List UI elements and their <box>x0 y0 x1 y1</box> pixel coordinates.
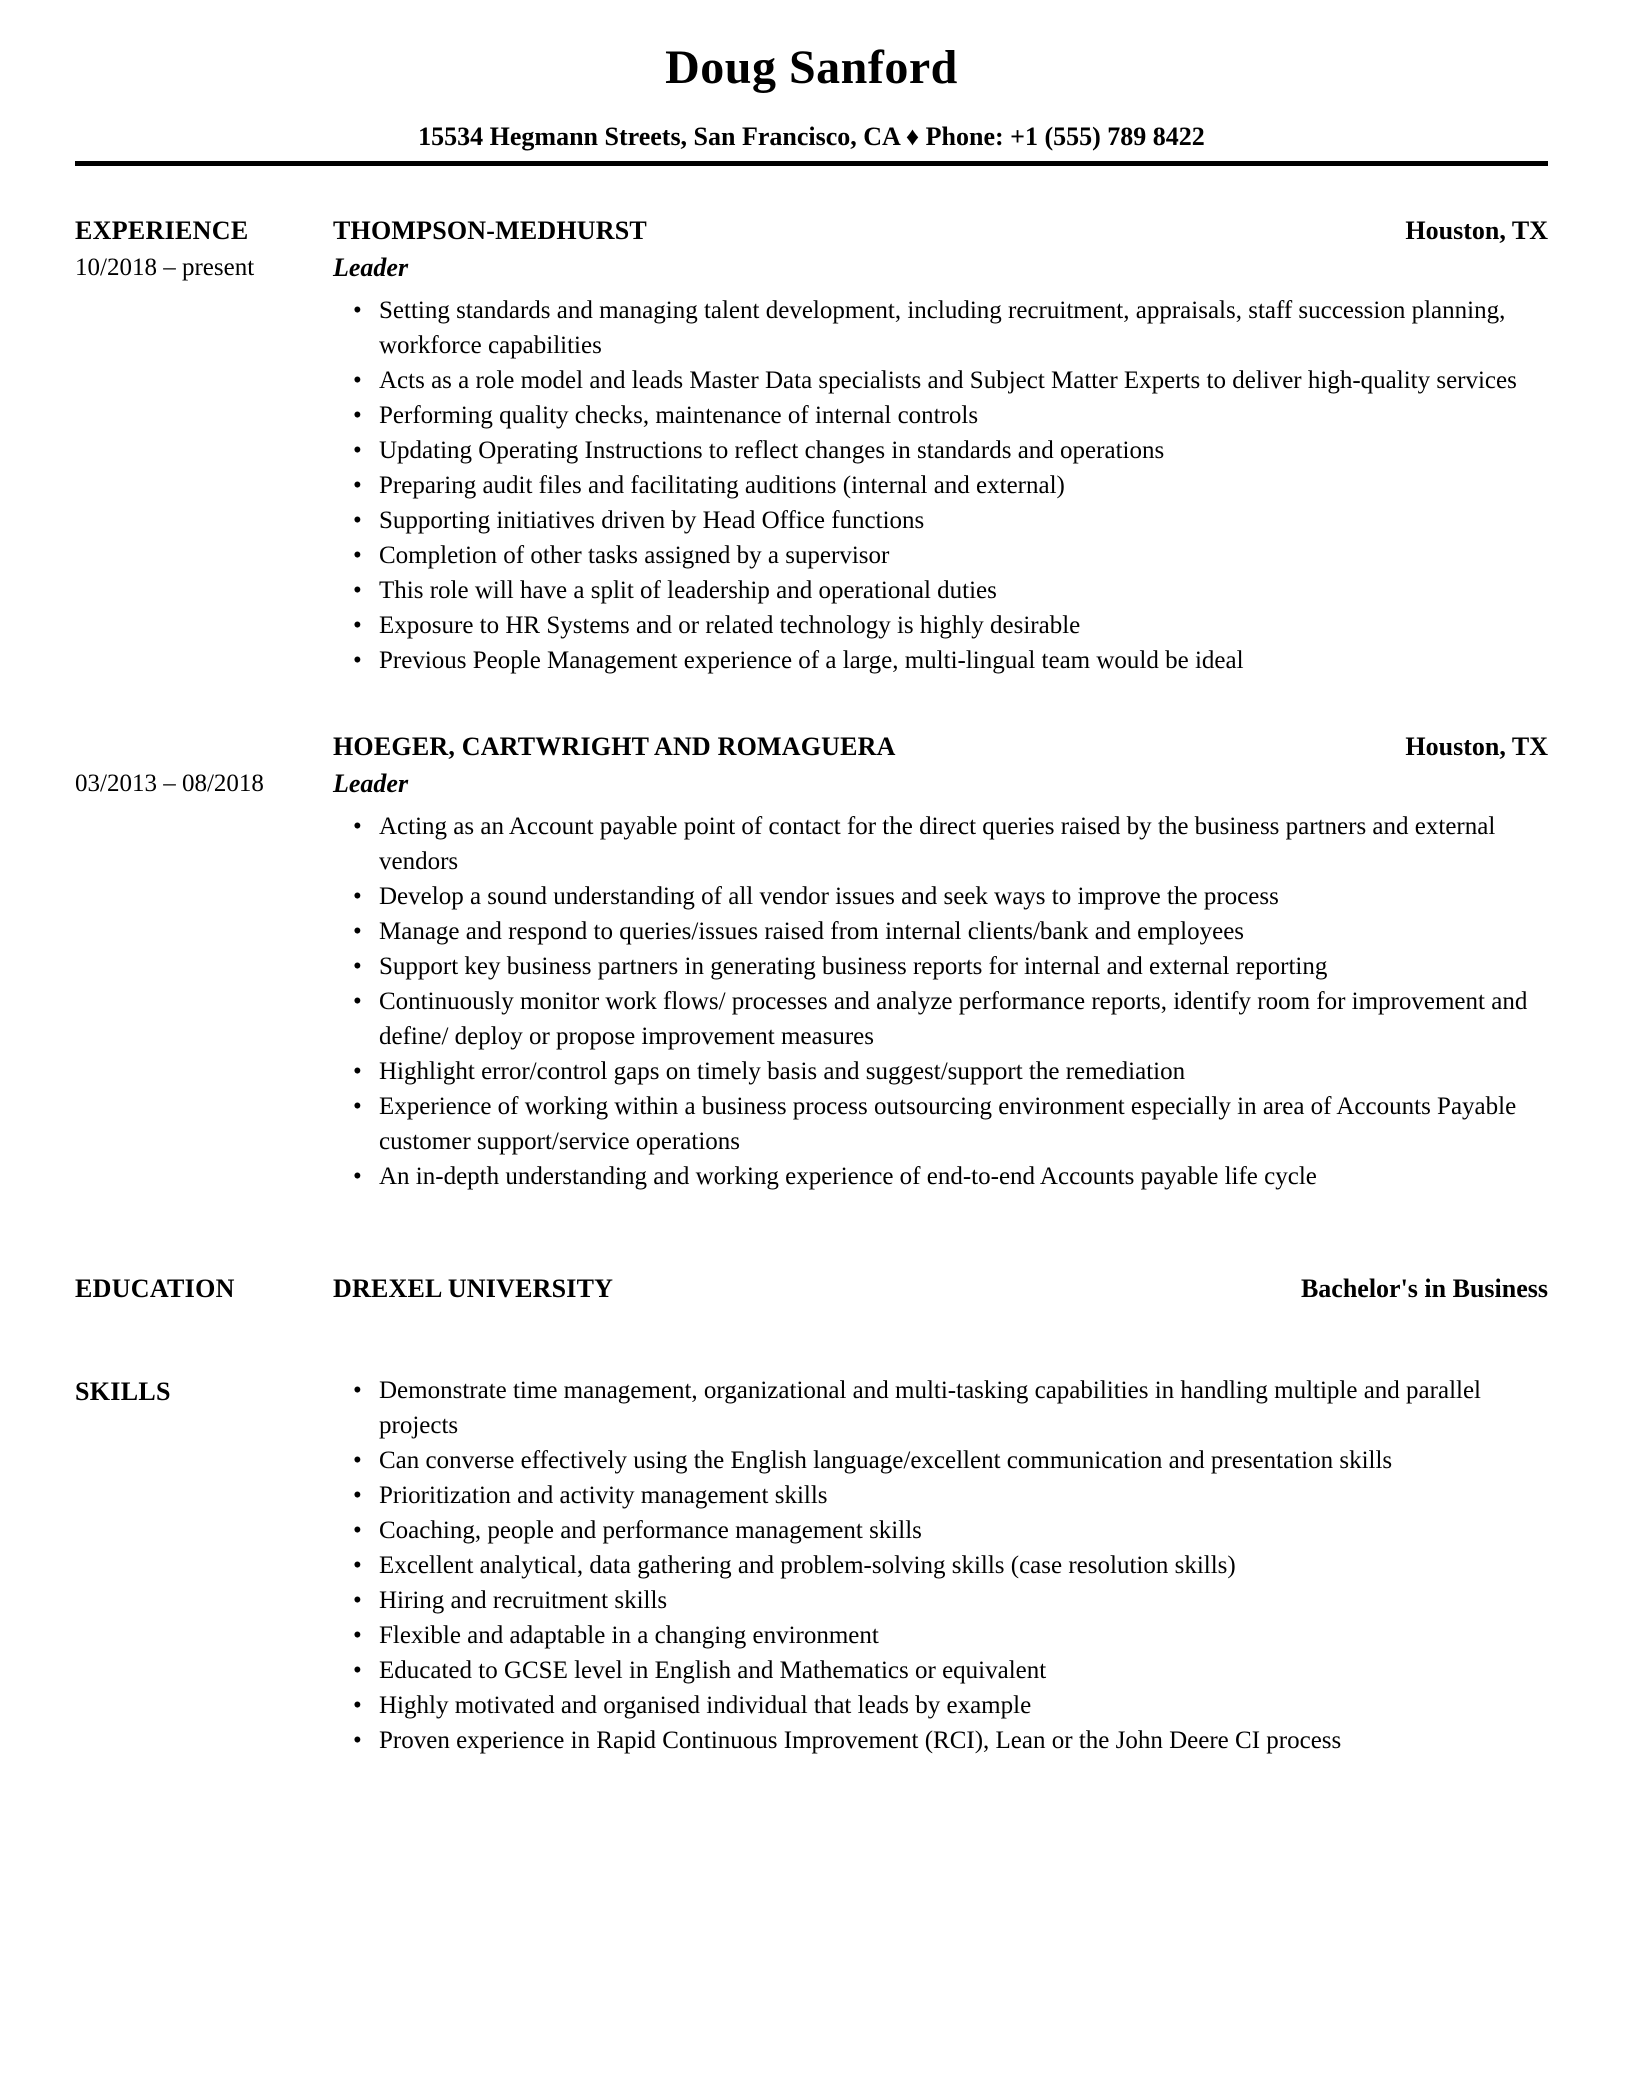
section-experience-job2 <box>75 728 1548 1194</box>
bullet-item: • Completion of other tasks assigned by a supervisor <box>333 538 1548 573</box>
experience-left-column <box>75 212 333 286</box>
education-line <box>333 1270 1548 1307</box>
bullet-item: • Continuously monitor work flows/ processes and analyze performance reports, identify room for improvement and define/ deploy or propose improvement measures <box>333 984 1548 1054</box>
bullet-item: • Acts as a role model and leads Master Data specialists and Subject Matter Experts to deliver high-quality services <box>333 363 1548 398</box>
job1-location: Houston, TX <box>1405 216 1548 245</box>
resume-header <box>75 40 1548 166</box>
bullet-item: • Prioritization and activity management skills <box>333 1478 1548 1513</box>
job1-title: Leader <box>333 253 409 282</box>
bullet-item: • Supporting initiatives driven by Head Office functions <box>333 503 1548 538</box>
bullet-item: • Hiring and recruitment skills <box>333 1583 1548 1618</box>
job1-header <box>333 212 1548 249</box>
candidate-name: Doug Sanford <box>665 41 958 94</box>
bullet-item: • Support key business partners in generating business reports for internal and external reporting <box>333 949 1548 984</box>
contact-line: 15534 Hegmann Streets, San Francisco, CA ♦ Phone: +1 (555) 789 8422 <box>418 122 1205 151</box>
bullet-item: • Develop a sound understanding of all vendor issues and seek ways to improve the process <box>333 879 1548 914</box>
bullet-item: • Coaching, people and performance management skills <box>333 1513 1548 1548</box>
education-left-column <box>75 1270 333 1307</box>
bullet-item: • Preparing audit files and facilitating auditions (internal and external) <box>333 468 1548 503</box>
bullet-item: • Educated to GCSE level in English and Mathematics or equivalent <box>333 1653 1548 1688</box>
bullet-item: • Demonstrate time management, organizational and multi-tasking capabilities in handling multiple and parallel projects <box>333 1373 1548 1443</box>
bullet-item: • Exposure to HR Systems and or related technology is highly desirable <box>333 608 1548 643</box>
skills-label: SKILLS <box>75 1377 171 1406</box>
bullet-item: • Previous People Management experience of a large, multi-lingual team would be ideal <box>333 643 1548 678</box>
job2-title: Leader <box>333 769 409 798</box>
bullet-item: • Proven experience in Rapid Continuous Improvement (RCI), Lean or the John Deere CI process <box>333 1723 1548 1758</box>
education-content <box>333 1270 1548 1307</box>
bullet-item: • Manage and respond to queries/issues raised from internal clients/bank and employees <box>333 914 1548 949</box>
education-label: EDUCATION <box>75 1274 235 1303</box>
bullet-item: • Excellent analytical, data gathering and problem-solving skills (case resolution skills) <box>333 1548 1548 1583</box>
education-degree: Bachelor's in Business <box>1300 1274 1548 1303</box>
section-experience <box>75 212 1548 678</box>
job2-company: HOEGER, CARTWRIGHT AND ROMAGUERA <box>333 732 896 761</box>
job1-dates: 10/2018 – present <box>75 254 255 281</box>
skills-left-column <box>75 1373 333 1410</box>
bullet-item: • Experience of working within a business process outsourcing environment especially in area of Accounts Payable customer support/service operations <box>333 1089 1548 1159</box>
bullet-item: • Acting as an Account payable point of contact for the direct queries raised by the business partners and external vendors <box>333 809 1548 879</box>
skills-content <box>333 1373 1548 1758</box>
job1-content <box>333 212 1548 678</box>
experience-label: EXPERIENCE <box>75 216 249 245</box>
bullet-item: • An in-depth understanding and working experience of end-to-end Accounts payable life cycle <box>333 1159 1548 1194</box>
bullet-item: • This role will have a split of leadership and operational duties <box>333 573 1548 608</box>
bullet-item: • Highlight error/control gaps on timely basis and suggest/support the remediation <box>333 1054 1548 1089</box>
education-school: DREXEL UNIVERSITY <box>333 1274 614 1303</box>
bullet-item: • Flexible and adaptable in a changing environment <box>333 1618 1548 1653</box>
section-skills <box>75 1373 1548 1758</box>
header-divider <box>75 161 1548 166</box>
job2-content <box>333 728 1548 1194</box>
bullet-item: • Performing quality checks, maintenance of internal controls <box>333 398 1548 433</box>
bullet-item: • Setting standards and managing talent development, including recruitment, appraisals, staff succession planning, workforce capabilities <box>333 293 1548 363</box>
job2-header <box>333 728 1548 765</box>
skills-bullet-list <box>333 1373 1548 1758</box>
bullet-item: • Highly motivated and organised individual that leads by example <box>333 1688 1548 1723</box>
job2-location: Houston, TX <box>1405 732 1548 761</box>
bullet-item: • Can converse effectively using the English language/excellent communication and presentation skills <box>333 1443 1548 1478</box>
job2-left-column <box>75 728 333 802</box>
job2-dates: 03/2013 – 08/2018 <box>75 770 264 797</box>
job2-bullet-list <box>333 809 1548 1194</box>
job1-bullet-list <box>333 293 1548 678</box>
section-education <box>75 1270 1548 1307</box>
job1-company: THOMPSON-MEDHURST <box>333 216 647 245</box>
bullet-item: • Updating Operating Instructions to reflect changes in standards and operations <box>333 433 1548 468</box>
